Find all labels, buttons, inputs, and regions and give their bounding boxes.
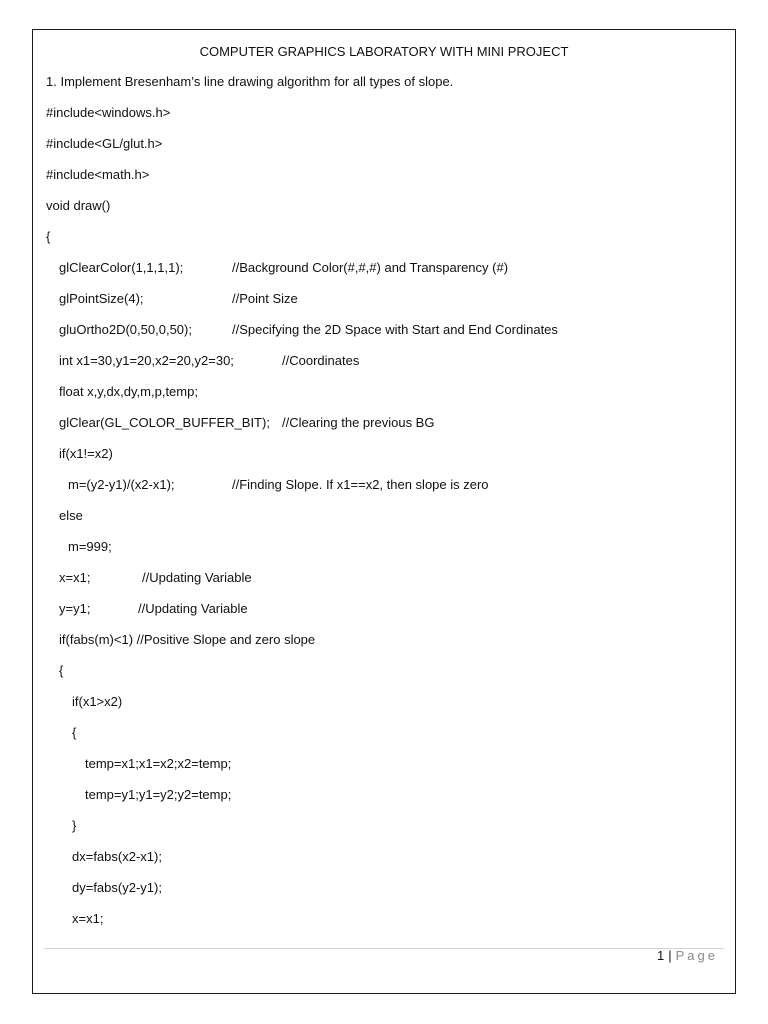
code-line: { [72, 725, 77, 740]
code-line: x=x1; [59, 570, 91, 585]
code-line: void draw() [46, 198, 111, 213]
code-line: #include<GL/glut.h> [46, 136, 163, 151]
code-comment: //Updating Variable [138, 601, 248, 616]
code-line: if(x1!=x2) [59, 446, 113, 461]
code-line: else [59, 508, 83, 523]
footer-divider [44, 948, 724, 949]
code-comment: //Coordinates [282, 353, 360, 368]
code-line: m=999; [68, 539, 112, 554]
code-comment: //Finding Slope. If x1==x2, then slope is zero [232, 477, 489, 492]
code-line: int x1=30,y1=20,x2=20,y2=30; [59, 353, 234, 368]
code-line: m=(y2-y1)/(x2-x1); [68, 477, 175, 492]
code-line: dx=fabs(x2-x1); [72, 849, 162, 864]
document-title: COMPUTER GRAPHICS LABORATORY WITH MINI PROJECT [199, 44, 569, 59]
question-heading: 1. Implement Bresenham’s line drawing algorithm for all types of slope. [46, 74, 454, 89]
code-comment: //Clearing the previous BG [282, 415, 435, 430]
code-comment: //Background Color(#,#,#) and Transparency (#) [232, 260, 509, 275]
code-line: temp=x1;x1=x2;x2=temp; [85, 756, 232, 771]
code-line: #include<windows.h> [46, 105, 171, 120]
page-label: Page [675, 948, 718, 963]
page-number-footer [657, 947, 718, 965]
code-comment: //Specifying the 2D Space with Start and End Cordinates [232, 322, 558, 337]
code-line: x=x1; [72, 911, 104, 926]
code-line: if(fabs(m)<1) //Positive Slope and zero slope [59, 632, 316, 647]
code-line: { [59, 663, 64, 678]
code-line: if(x1>x2) [72, 694, 123, 709]
code-line: temp=y1;y1=y2;y2=temp; [85, 787, 232, 802]
code-comment: //Point Size [232, 291, 298, 306]
code-line: { [46, 229, 51, 244]
code-line: dy=fabs(y2-y1); [72, 880, 162, 895]
code-line: glPointSize(4); [59, 291, 144, 306]
page-number: 1 [657, 948, 665, 963]
code-line: float x,y,dx,dy,m,p,temp; [59, 384, 198, 399]
code-line: gluOrtho2D(0,50,0,50); [59, 322, 192, 337]
page-separator: | [668, 948, 672, 963]
code-line: glClearColor(1,1,1,1); [59, 260, 184, 275]
code-line: #include<math.h> [46, 167, 150, 182]
code-line: glClear(GL_COLOR_BUFFER_BIT); [59, 415, 270, 430]
code-line: y=y1; [59, 601, 91, 616]
code-comment: //Updating Variable [142, 570, 252, 585]
code-line: } [72, 818, 77, 833]
